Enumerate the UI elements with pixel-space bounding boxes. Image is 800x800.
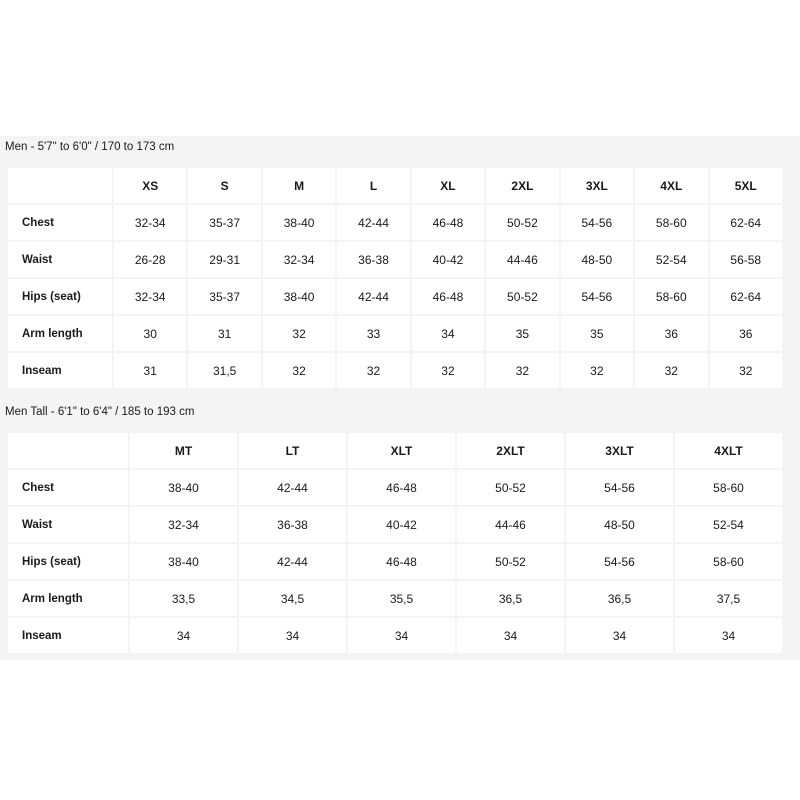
men-tall-size-chart-caption: Men Tall - 6'1" to 6'4" / 185 to 193 cm <box>5 406 195 418</box>
men-measurement-value: 46-48 <box>412 205 484 240</box>
men-tall-measurement-value: 42-44 <box>239 470 346 505</box>
men-tall-corner-cell <box>8 433 128 468</box>
men-tall-measurement-value: 32-34 <box>130 507 237 542</box>
men-measurement-value: 32-34 <box>263 242 335 277</box>
men-tall-size-header: 4XLT <box>675 433 782 468</box>
men-tall-measurement-value: 38-40 <box>130 544 237 579</box>
men-tall-measurement-value: 33,5 <box>130 581 237 616</box>
men-tall-measurement-value: 58-60 <box>675 544 782 579</box>
men-size-header: 3XL <box>561 168 633 203</box>
men-measurement-value: 54-56 <box>561 205 633 240</box>
men-table-row <box>8 205 782 240</box>
men-size-header: S <box>188 168 260 203</box>
men-measurement-value: 40-42 <box>412 242 484 277</box>
men-tall-size-header: 3XLT <box>566 433 673 468</box>
men-measurement-label: Hips (seat) <box>8 279 112 314</box>
men-measurement-value: 36-38 <box>337 242 409 277</box>
men-measurement-value: 32 <box>710 353 783 388</box>
men-tall-table-row <box>8 544 782 579</box>
men-tall-measurement-value: 34 <box>566 618 673 653</box>
men-table-row <box>8 279 782 314</box>
men-corner-cell <box>8 168 112 203</box>
men-size-chart-caption: Men - 5'7" to 6'0" / 170 to 173 cm <box>5 141 175 153</box>
men-tall-measurement-value: 34 <box>348 618 455 653</box>
men-measurement-value: 58-60 <box>635 205 707 240</box>
men-tall-measurement-value: 46-48 <box>348 470 455 505</box>
men-tall-measurement-value: 58-60 <box>675 470 782 505</box>
men-measurement-value: 35 <box>561 316 633 351</box>
men-size-header: 4XL <box>635 168 707 203</box>
men-measurement-value: 36 <box>635 316 707 351</box>
men-measurement-value: 50-52 <box>486 279 558 314</box>
men-measurement-value: 62-64 <box>710 205 783 240</box>
men-tall-measurement-value: 50-52 <box>457 544 564 579</box>
men-measurement-value: 62-64 <box>710 279 783 314</box>
men-measurement-value: 44-46 <box>486 242 558 277</box>
men-measurement-value: 35-37 <box>188 205 260 240</box>
men-tall-measurement-value: 35,5 <box>348 581 455 616</box>
men-tall-measurement-value: 34 <box>239 618 346 653</box>
men-measurement-value: 58-60 <box>635 279 707 314</box>
men-measurement-value: 50-52 <box>486 205 558 240</box>
men-tall-table-row <box>8 470 782 505</box>
men-measurement-value: 32 <box>561 353 633 388</box>
men-size-header-row <box>8 168 782 203</box>
men-measurement-value: 33 <box>337 316 409 351</box>
men-tall-measurement-label: Waist <box>8 507 128 542</box>
men-size-header: 2XL <box>486 168 558 203</box>
men-measurement-label: Inseam <box>8 353 112 388</box>
men-measurement-label: Arm length <box>8 316 112 351</box>
men-measurement-value: 54-56 <box>561 279 633 314</box>
men-measurement-value: 32-34 <box>114 279 186 314</box>
men-tall-size-header: 2XLT <box>457 433 564 468</box>
men-tall-table-row <box>8 618 782 653</box>
men-measurement-value: 35 <box>486 316 558 351</box>
men-tall-measurement-value: 54-56 <box>566 544 673 579</box>
men-measurement-value: 32 <box>486 353 558 388</box>
men-tall-measurement-label: Arm length <box>8 581 128 616</box>
men-measurement-value: 42-44 <box>337 205 409 240</box>
men-measurement-value: 26-28 <box>114 242 186 277</box>
men-measurement-value: 32 <box>412 353 484 388</box>
men-tall-measurement-label: Inseam <box>8 618 128 653</box>
men-table-row <box>8 353 782 388</box>
men-size-header: M <box>263 168 335 203</box>
men-measurement-value: 32 <box>263 353 335 388</box>
men-table-row <box>8 316 782 351</box>
men-tall-measurement-value: 46-48 <box>348 544 455 579</box>
men-measurement-value: 34 <box>412 316 484 351</box>
men-measurement-value: 29-31 <box>188 242 260 277</box>
men-tall-measurement-value: 50-52 <box>457 470 564 505</box>
men-measurement-value: 31 <box>114 353 186 388</box>
men-tall-size-table <box>6 431 784 655</box>
men-measurement-value: 35-37 <box>188 279 260 314</box>
men-tall-measurement-value: 38-40 <box>130 470 237 505</box>
men-measurement-value: 38-40 <box>263 279 335 314</box>
men-measurement-value: 36 <box>710 316 783 351</box>
men-tall-measurement-value: 40-42 <box>348 507 455 542</box>
men-measurement-value: 32 <box>635 353 707 388</box>
men-tall-measurement-value: 52-54 <box>675 507 782 542</box>
men-tall-measurement-label: Chest <box>8 470 128 505</box>
men-tall-table-row <box>8 507 782 542</box>
men-measurement-value: 31,5 <box>188 353 260 388</box>
men-measurement-label: Chest <box>8 205 112 240</box>
men-size-header: 5XL <box>710 168 783 203</box>
men-tall-measurement-value: 42-44 <box>239 544 346 579</box>
men-size-header: XL <box>412 168 484 203</box>
men-tall-size-header: MT <box>130 433 237 468</box>
men-tall-measurement-value: 36,5 <box>457 581 564 616</box>
men-tall-measurement-label: Hips (seat) <box>8 544 128 579</box>
men-size-table <box>6 166 784 390</box>
men-tall-table-row <box>8 581 782 616</box>
men-tall-size-header-row <box>8 433 782 468</box>
men-size-header: L <box>337 168 409 203</box>
men-tall-measurement-value: 34 <box>130 618 237 653</box>
men-measurement-value: 48-50 <box>561 242 633 277</box>
men-measurement-value: 52-54 <box>635 242 707 277</box>
men-measurement-value: 32-34 <box>114 205 186 240</box>
men-tall-measurement-value: 44-46 <box>457 507 564 542</box>
men-measurement-value: 56-58 <box>710 242 783 277</box>
men-tall-size-header: LT <box>239 433 346 468</box>
men-measurement-value: 46-48 <box>412 279 484 314</box>
men-tall-measurement-value: 34 <box>457 618 564 653</box>
men-tall-measurement-value: 36,5 <box>566 581 673 616</box>
men-measurement-value: 42-44 <box>337 279 409 314</box>
men-tall-measurement-value: 36-38 <box>239 507 346 542</box>
men-size-header: XS <box>114 168 186 203</box>
men-measurement-label: Waist <box>8 242 112 277</box>
men-tall-measurement-value: 34,5 <box>239 581 346 616</box>
men-measurement-value: 38-40 <box>263 205 335 240</box>
men-measurement-value: 31 <box>188 316 260 351</box>
men-tall-measurement-value: 37,5 <box>675 581 782 616</box>
men-tall-measurement-value: 34 <box>675 618 782 653</box>
men-tall-measurement-value: 54-56 <box>566 470 673 505</box>
men-measurement-value: 30 <box>114 316 186 351</box>
men-measurement-value: 32 <box>263 316 335 351</box>
men-measurement-value: 32 <box>337 353 409 388</box>
men-tall-measurement-value: 48-50 <box>566 507 673 542</box>
men-table-row <box>8 242 782 277</box>
men-tall-size-header: XLT <box>348 433 455 468</box>
